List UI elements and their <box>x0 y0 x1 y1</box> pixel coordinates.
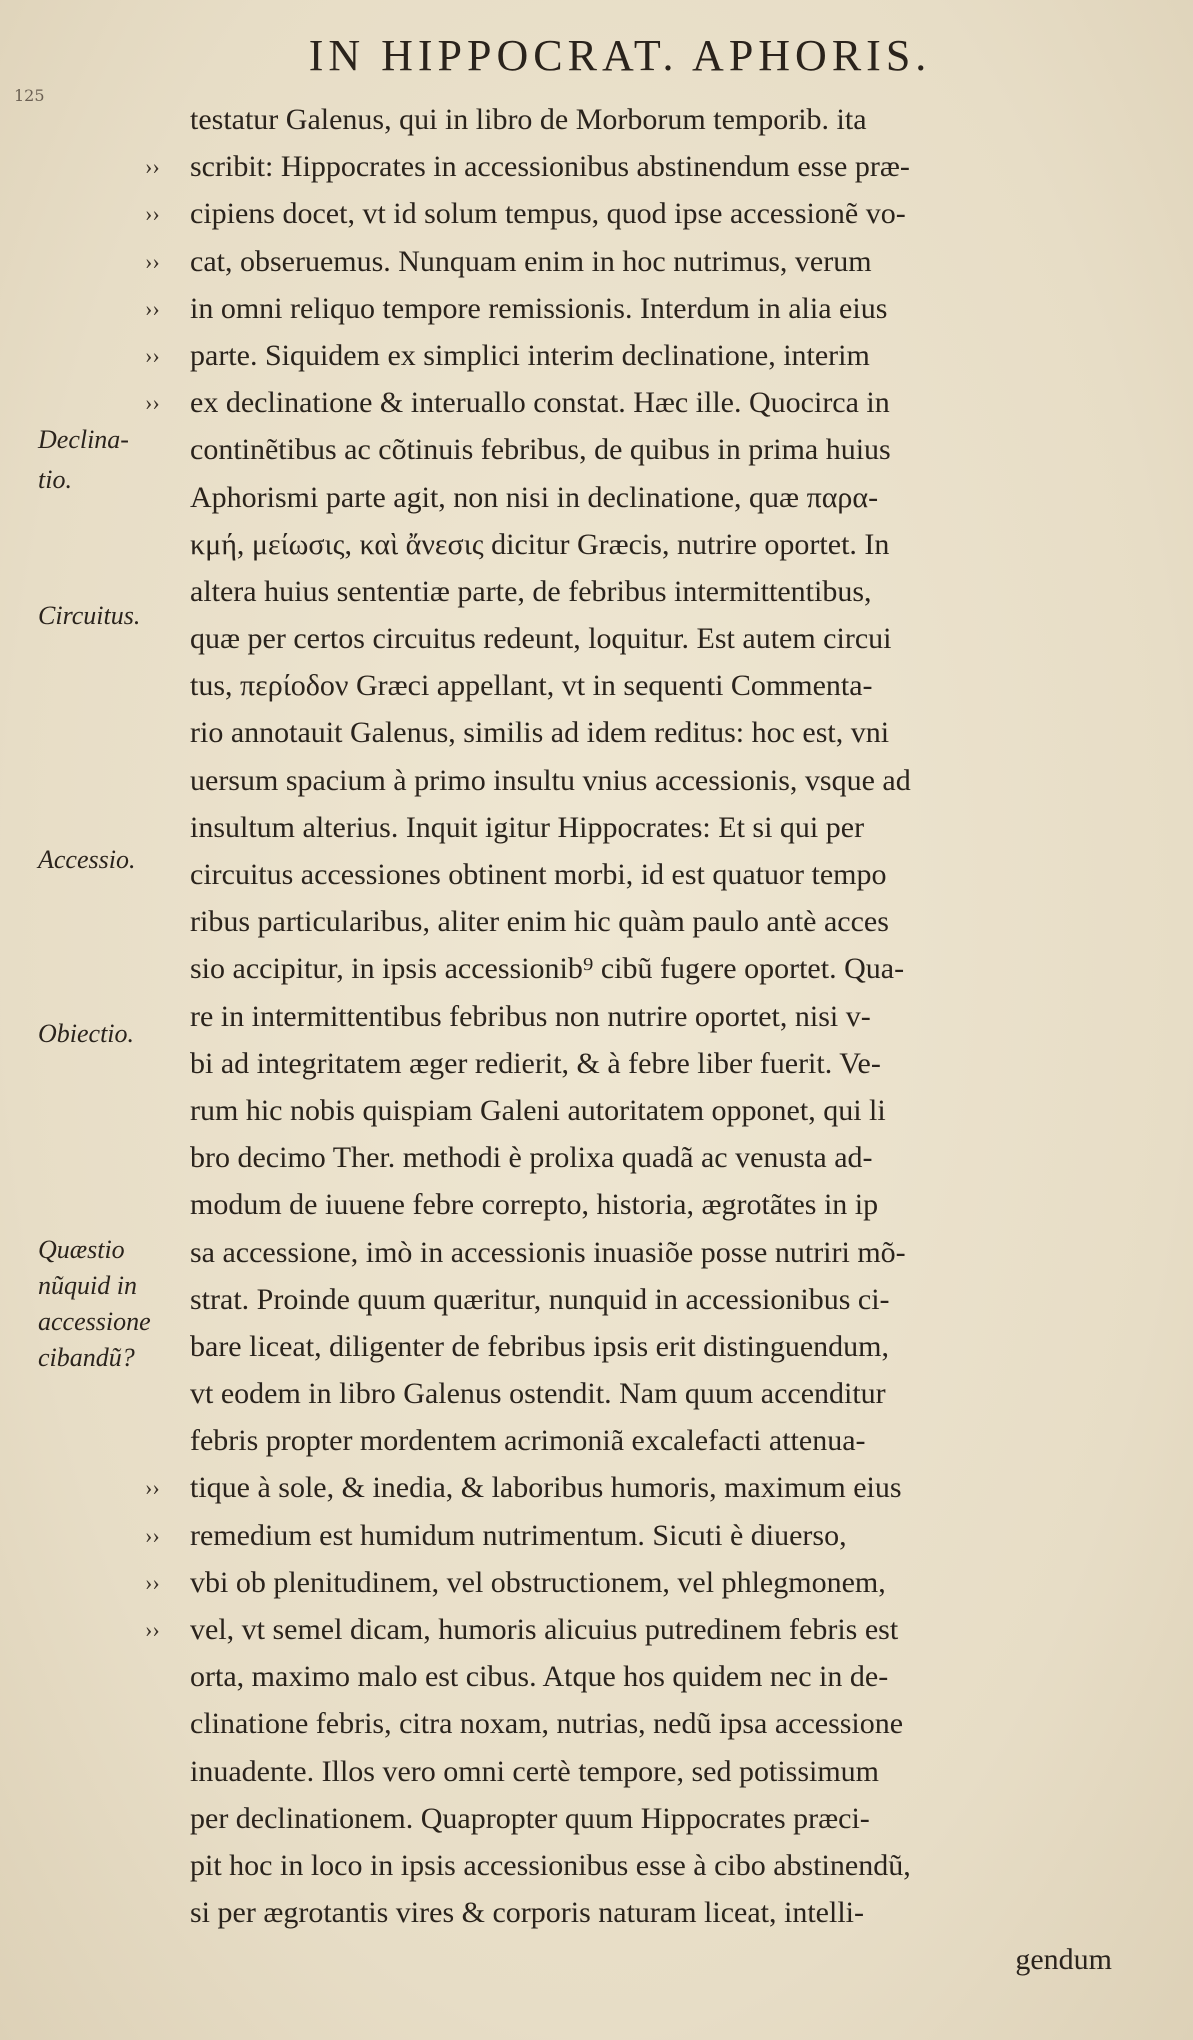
text-line <box>190 568 1150 615</box>
text-line <box>190 1700 1150 1747</box>
quotation-mark: ›› <box>145 1475 160 1501</box>
text-line <box>190 474 1150 521</box>
folio-number: 125 <box>14 86 45 105</box>
line-text: continẽtibus ac cõtinuis febribus, de quibus in prima huius <box>190 433 891 467</box>
line-text: cat, obseruemus. Nunquam enim in hoc nutrimus, verum <box>190 244 872 278</box>
quotation-mark: ›› <box>145 1617 160 1642</box>
text-line <box>145 1559 1150 1606</box>
text-line <box>190 1134 1150 1181</box>
line-text: vt eodem in libro Galenus ostendit. Nam quum accenditur <box>190 1377 886 1411</box>
text-line <box>190 1653 1150 1700</box>
text-line <box>145 285 1150 332</box>
line-text: re in intermittentibus febribus non nutrire oportet, nisi v- <box>190 999 871 1033</box>
line-text: bare liceat, diligenter de febribus ipsis erit distinguendum, <box>190 1329 889 1363</box>
text-line <box>190 709 1150 756</box>
main-text-block <box>145 96 1150 1984</box>
line-text: ex declinatione & interuallo constat. Hæc ille. Quocirca in <box>190 386 890 420</box>
quotation-mark: ›› <box>145 248 160 274</box>
line-text: uersum spacium à primo insultu vnius accessionis, vsque ad <box>190 763 911 797</box>
line-text: tique à sole, & inedia, & laboribus humoris, maximum eius <box>190 1471 902 1505</box>
text-line <box>190 757 1150 804</box>
text-line <box>190 1748 1150 1795</box>
line-text: κμή, μείωσις, καὶ ἄνεσις dicitur Græcis, nutrire oportet. In <box>190 527 890 561</box>
line-text: bi ad integritatem æger redierit, & à febre liber fuerit. Ve- <box>190 1046 881 1080</box>
text-line <box>145 238 1150 285</box>
quotation-mark: ›› <box>145 1569 160 1595</box>
text-line <box>145 143 1150 190</box>
text-line <box>190 662 1150 709</box>
line-text: per declinationem. Quapropter quum Hippocrates præci- <box>190 1801 870 1835</box>
text-line <box>190 1323 1150 1370</box>
text-line <box>145 1606 1150 1653</box>
line-text: tus, περίοδον Græci appellant, vt in sequenti Commenta- <box>190 669 873 703</box>
line-text: vbi ob plenitudinem, vel obstructionem, vel phlegmonem, <box>190 1565 886 1599</box>
line-text: strat. Proinde quum quæritur, nunquid in accessionibus ci- <box>190 1282 890 1316</box>
line-text: insultum alterius. Inquit igitur Hippocrates: Et si qui per <box>190 810 865 844</box>
text-line <box>190 1040 1150 1087</box>
text-line <box>190 1842 1150 1889</box>
line-text: parte. Siquidem ex simplici interim declinatione, interim <box>190 338 870 372</box>
quotation-mark: ›› <box>145 1522 160 1548</box>
text-line <box>145 379 1150 426</box>
line-text: rio annotauit Galenus, similis ad idem reditus: hoc est, vni <box>190 716 890 750</box>
line-text: sa accessione, imò in accessionis inuasiõe posse nutriri mõ- <box>190 1235 906 1269</box>
text-line <box>145 1512 1150 1559</box>
text-line <box>145 332 1150 379</box>
margin-note-quaestio: Quæstio nũquid in accessione cibandũ? <box>38 1235 151 1372</box>
running-head: IN HIPPOCRAT. APHORIS. <box>308 31 932 80</box>
line-text: ribus particularibus, aliter enim hic quàm paulo antè acces <box>190 905 889 939</box>
text-line <box>190 1889 1150 1936</box>
margin-note-declinatio: Declina- tio. <box>38 425 129 494</box>
margin-note-obiectio: Obiectio. <box>38 1019 135 1048</box>
line-text: vel, vt semel dicam, humoris alicuius putredinem febris est <box>190 1613 899 1646</box>
line-text: si per ægrotantis vires & corporis naturam liceat, intelli- <box>190 1896 864 1930</box>
quotation-mark: ›› <box>145 390 160 416</box>
text-line <box>190 851 1150 898</box>
text-line <box>190 898 1150 945</box>
quotation-mark: ›› <box>145 154 160 180</box>
text-line <box>190 521 1150 568</box>
text-line <box>190 96 1150 143</box>
text-line <box>190 1370 1150 1417</box>
quotation-mark: ›› <box>145 295 160 321</box>
line-text: scribit: Hippocrates in accessionibus abstinendum esse præ- <box>190 150 910 184</box>
line-text: cipiens docet, vt id solum tempus, quod ipse accessionẽ vo- <box>190 197 906 231</box>
text-line <box>190 1795 1150 1842</box>
text-line <box>145 190 1150 237</box>
text-line <box>145 1464 1150 1511</box>
line-text: bro decimo Ther. methodi è prolixa quadã ac venusta ad- <box>190 1141 873 1175</box>
text-line <box>190 615 1150 662</box>
text-line <box>190 945 1150 992</box>
line-text: altera huius sententiæ parte, de febribus intermittentibus, <box>190 574 872 608</box>
line-text: clinatione febris, citra noxam, nutrias, nedũ ipsa accessione <box>190 1707 904 1741</box>
line-text: quæ per certos circuitus redeunt, loquitur. Est autem circui <box>190 622 892 656</box>
text-line <box>190 993 1150 1040</box>
line-text: febris propter mordentem acrimoniã excalefacti attenua- <box>190 1424 866 1458</box>
text-line <box>190 1276 1150 1323</box>
text-line <box>190 426 1150 473</box>
line-text: pit hoc in loco in ipsis accessionibus esse à cibo abstinendũ, <box>190 1848 911 1882</box>
line-text: modum de iuuene febre correpto, historia, ægrotãtes in ip <box>190 1188 879 1222</box>
quotation-mark: ›› <box>145 201 160 227</box>
text-line <box>190 1181 1150 1228</box>
line-text: remedium est humidum nutrimentum. Sicuti è diuerso, <box>190 1518 847 1552</box>
line-text: rum hic nobis quispiam Galeni autoritatem opponet, qui li <box>190 1093 886 1127</box>
margin-note-accessio: Accessio. <box>38 845 136 874</box>
text-line <box>190 1417 1150 1464</box>
catchword: gendum <box>1015 1943 1112 1977</box>
text-line <box>190 1229 1150 1276</box>
quotation-mark: ›› <box>145 342 160 368</box>
line-text: sio accipitur, in ipsis accessionib⁹ cibũ fugere oportet. Qua- <box>190 952 905 986</box>
line-text: Aphorismi parte agit, non nisi in declinatione, quæ παρα- <box>190 480 879 514</box>
margin-note-circuitus: Circuitus. <box>38 601 141 630</box>
text-line <box>190 1087 1150 1134</box>
line-text: inuadente. Illos vero omni certè tempore, sed potissimum <box>190 1754 880 1788</box>
line-text: testatur Galenus, qui in libro de Morborum temporib. ita <box>190 103 867 136</box>
text-line <box>190 804 1150 851</box>
line-text: in omni reliquo tempore remissionis. Interdum in alia eius <box>190 291 888 325</box>
line-text: orta, maximo malo est cibus. Atque hos quidem nec in de- <box>190 1660 889 1694</box>
line-text: circuitus accessiones obtinent morbi, id est quatuor tempo <box>190 858 887 891</box>
